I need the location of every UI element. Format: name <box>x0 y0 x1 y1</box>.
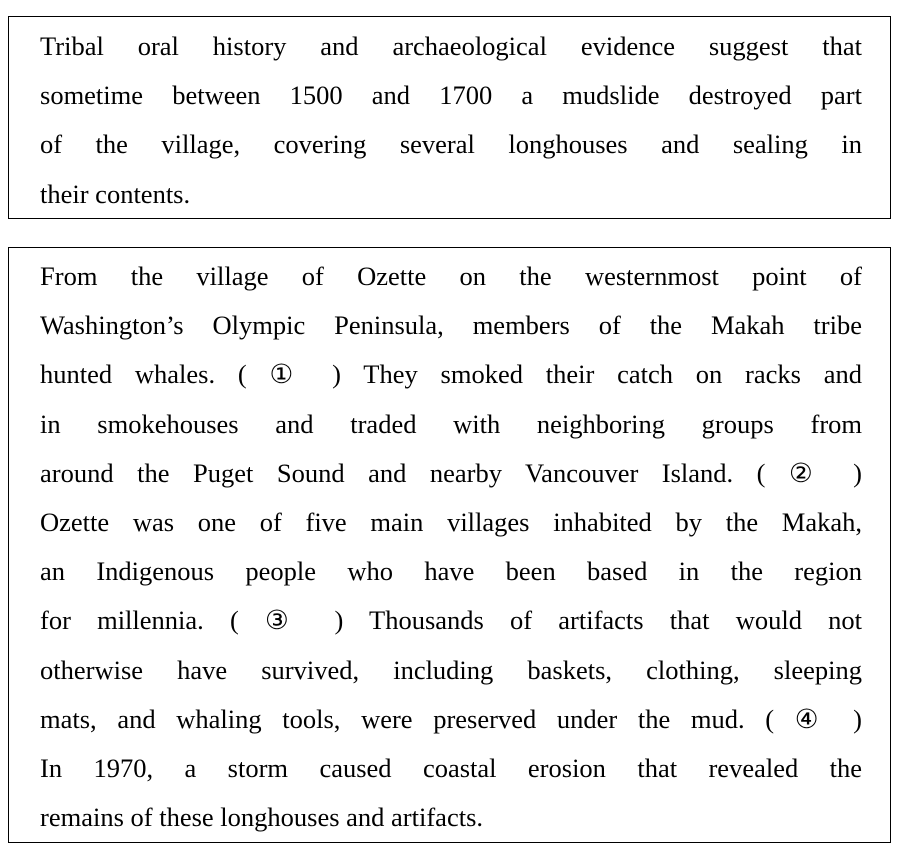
given-sentence-line: their contents. <box>40 178 191 209</box>
given-sentence-text <box>40 22 862 219</box>
passage-line: an Indigenous people who have been based in the region <box>40 556 862 587</box>
passage-box <box>8 247 891 843</box>
passage-line: in smokehouses and traded with neighboring groups from <box>40 408 862 439</box>
passage-line: otherwise have survived, including baskets, clothing, sleeping <box>40 654 862 685</box>
passage-text <box>40 252 862 842</box>
passage-line: around the Puget Sound and nearby Vancouver Island. ( ② ) <box>40 457 862 488</box>
passage-line: Ozette was one of five main villages inhabited by the Makah, <box>40 507 862 538</box>
passage-line: mats, and whaling tools, were preserved under the mud. ( ④ ) <box>40 703 862 734</box>
given-sentence-box <box>8 16 891 219</box>
passage-line: for millennia. ( ③ ) Thousands of artifacts that would not <box>40 605 862 636</box>
passage-line: remains of these longhouses and artifacts. <box>40 802 484 833</box>
passage-line: From the village of Ozette on the westernmost point of <box>40 261 862 291</box>
passage-line: In 1970, a storm caused coastal erosion that revealed the <box>40 753 862 784</box>
passage-line: Washington’s Olympic Peninsula, members of the Makah tribe <box>40 310 862 341</box>
given-sentence-line: sometime between 1500 and 1700 a mudslide destroyed part <box>40 80 862 111</box>
passage-line: hunted whales. ( ① ) They smoked their catch on racks and <box>40 359 862 390</box>
given-sentence-line: Tribal oral history and archaeological evidence suggest that <box>40 31 862 61</box>
given-sentence-line: of the village, covering several longhouses and sealing in <box>40 129 862 160</box>
